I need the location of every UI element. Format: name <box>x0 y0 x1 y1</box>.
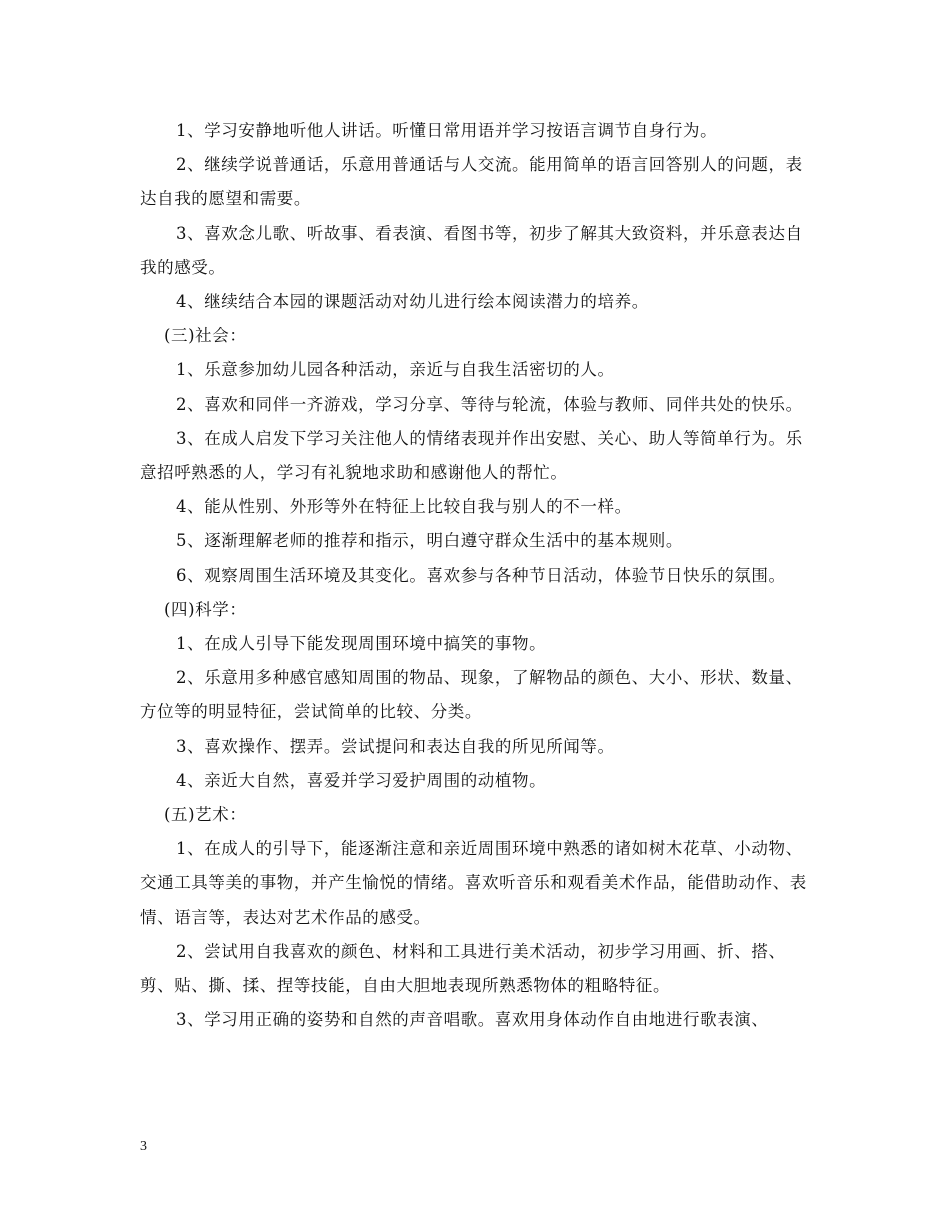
paragraph-art-3: 3、学习用正确的姿势和自然的声音唱歌。喜欢用身体动作自由地进行歌表演、 <box>176 1010 769 1030</box>
paragraph-language-2: 2、继续学说普通话，乐意用普通话与人交流。能用简单的语言回答别人的问题，表达自我的愿望和需要。 <box>140 155 803 209</box>
paragraph-language-3: 3、喜欢念儿歌、听故事、看表演、看图书等，初步了解其大致资料，并乐意表达自我的感受。 <box>140 223 803 277</box>
paragraph-language-4: 4、继续结合本园的课题活动对幼儿进行绘本阅读潜力的培养。 <box>176 292 649 312</box>
paragraph-science-1: 1、在成人引导下能发现周围环境中搞笑的事物。 <box>176 634 547 654</box>
paragraph-social-6: 6、观察周围生活环境及其变化。喜欢参与各种节日活动，体验节日快乐的氛围。 <box>176 565 786 585</box>
paragraph-language-1: 1、学习安静地听他人讲话。听懂日常用语并学习按语言调节自身行为。 <box>176 121 718 140</box>
paragraph-social-5: 5、逐渐理解老师的推荐和指示，明白遵守群众生活中的基本规则。 <box>176 531 683 551</box>
paragraph-social-2: 2、喜欢和同伴一齐游戏，学习分享、等待与轮流，体验与教师、同伴共处的快乐。 <box>176 394 803 414</box>
paragraph-art-1: 1、在成人的引导下，能逐渐注意和亲近周围环境中熟悉的诸如树木花草、小动物、交通工具等美的事物，并产生愉悦的情绪。喜欢听音乐和观看美术作品，能借助动作、表情、语言等，表达对艺术作品的感受。 <box>140 839 807 927</box>
paragraph-science-3: 3、喜欢操作、摆弄。尝试提问和表达自我的所见所闻等。 <box>176 736 615 756</box>
paragraph-social-4: 4、能从性别、外形等外在特征上比较自我与别人的不一样。 <box>176 497 632 517</box>
section-heading-science: (四)科学： <box>164 599 247 619</box>
paragraph-art-2: 2、尝试用自我喜欢的颜色、材料和工具进行美术活动，初步学习用画、折、搭、剪、贴、撕、揉、捏等技能，自由大胆地表现所熟悉物体的粗略特征。 <box>140 941 786 996</box>
document-body <box>140 114 812 1037</box>
paragraph-science-4: 4、亲近大自然，喜爱并学习爱护周围的动植物。 <box>176 770 547 790</box>
page-number: 3 <box>140 1139 147 1154</box>
paragraph-science-2: 2、乐意用多种感官感知周围的物品、现象，了解物品的颜色、大小、形状、数量、方位等的明显特征，尝试简单的比较、分类。 <box>140 668 803 722</box>
paragraph-social-1: 1、乐意参加幼儿园各种活动，亲近与自我生活密切的人。 <box>176 360 615 380</box>
paragraph-social-3: 3、在成人启发下学习关注他人的情绪表现并作出安慰、关心、助人等简单行为。乐意招呼熟悉的人，学习有礼貌地求助和感谢他人的帮忙。 <box>140 428 803 483</box>
section-heading-art: (五)艺术： <box>164 805 247 825</box>
section-heading-social: (三)社会： <box>164 326 247 346</box>
